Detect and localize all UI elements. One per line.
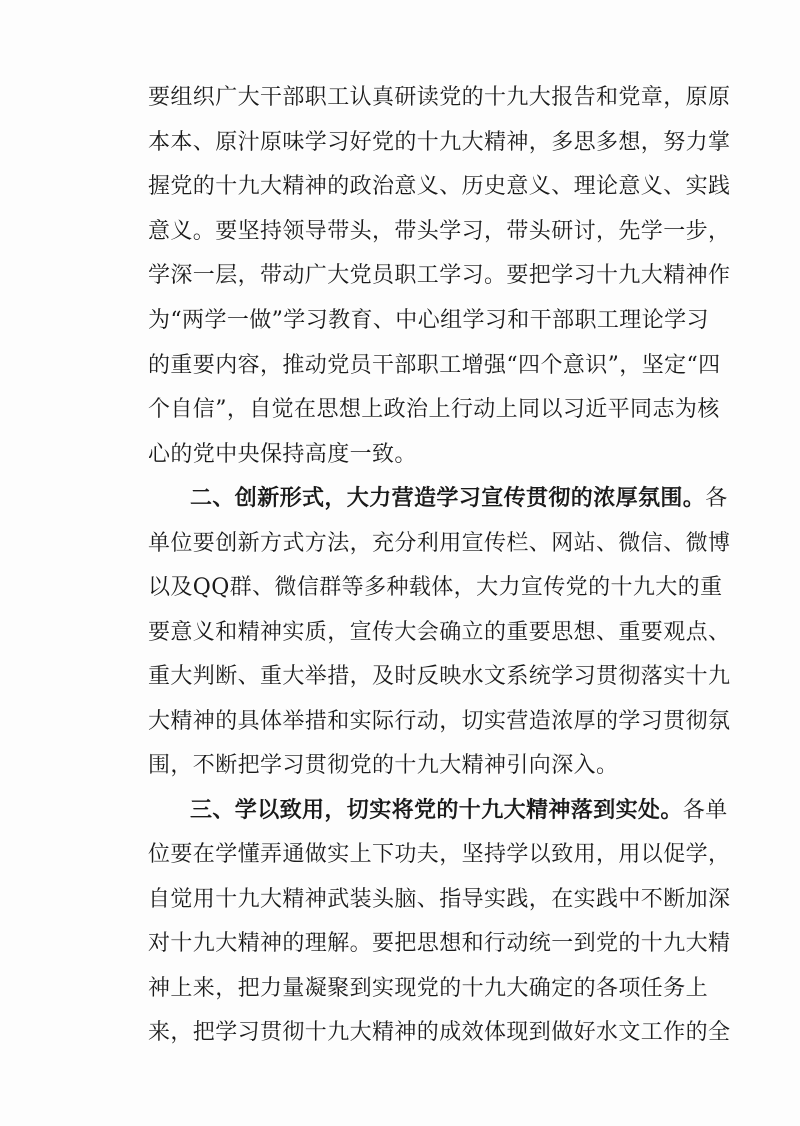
body-line: 神上来，把力量凝聚到实现党的十九大确定的各项任务上 (148, 976, 709, 1001)
body-line: 对十九大精神的理解。要把思想和行动统一到党的十九大精 (148, 931, 731, 956)
section-2-first-line (190, 484, 728, 514)
body-line: 要意义和精神实质，宣传大会确立的重要思想、重要观点、 (148, 620, 731, 645)
section-2-heading: 二、创新形式，大力营造学习宣传贯彻的浓厚氛围。 (190, 486, 706, 511)
body-line: 单位要创新方式方法，充分利用宣传栏、网站、微信、微博 (148, 531, 731, 556)
body-line: 本本、原汁原味学习好党的十九大精神，多思多想，努力掌 (148, 130, 731, 155)
body-line: 以及QQ群、微信群等多种载体，大力宣传党的十九大的重 (148, 575, 723, 600)
section-3-first-line-text: 各单 (682, 798, 728, 823)
section-2-first-line-text: 各 (705, 486, 728, 511)
section-3-heading: 三、学以致用，切实将党的十九大精神落到实处。 (190, 798, 683, 823)
body-line: 握党的十九大精神的政治意义、历史意义、理论意义、实践 (148, 174, 731, 199)
body-line: 来，把学习贯彻十九大精神的成效体现到做好水文工作的全 (148, 1020, 731, 1045)
body-line: 自觉用十九大精神武装头脑、指导实践，在实践中不断加深 (148, 887, 731, 912)
body-line: 为“两学一做”学习教育、中心组学习和干部职工理论学习 (148, 308, 709, 333)
section-3-first-line (190, 796, 728, 826)
body-line: 大精神的具体举措和实际行动，切实营造浓厚的学习贯彻氛 (148, 709, 731, 734)
body-line: 围，不断把学习贯彻党的十九大精神引向深入。 (148, 753, 619, 778)
body-line: 个自信”，自觉在思想上政治上行动上同以习近平同志为核 (148, 397, 720, 422)
body-line: 意义。要坚持领导带头，带头学习，带头研讨，先学一步， (148, 219, 731, 244)
body-line: 要组织广大干部职工认真研读党的十九大报告和党章，原原 (148, 85, 731, 110)
body-line: 位要在学懂弄通做实上下功夫，坚持学以致用，用以促学， (148, 842, 731, 867)
body-line: 心的党中央保持高度一致。 (148, 442, 417, 467)
body-line: 学深一层，带动广大党员职工学习。要把学习十九大精神作 (148, 263, 731, 288)
body-line: 重大判断、重大举措，及时反映水文系统学习贯彻落实十九 (148, 664, 731, 689)
body-line: 的重要内容，推动党员干部职工增强“四个意识”，坚定“四 (148, 353, 721, 378)
